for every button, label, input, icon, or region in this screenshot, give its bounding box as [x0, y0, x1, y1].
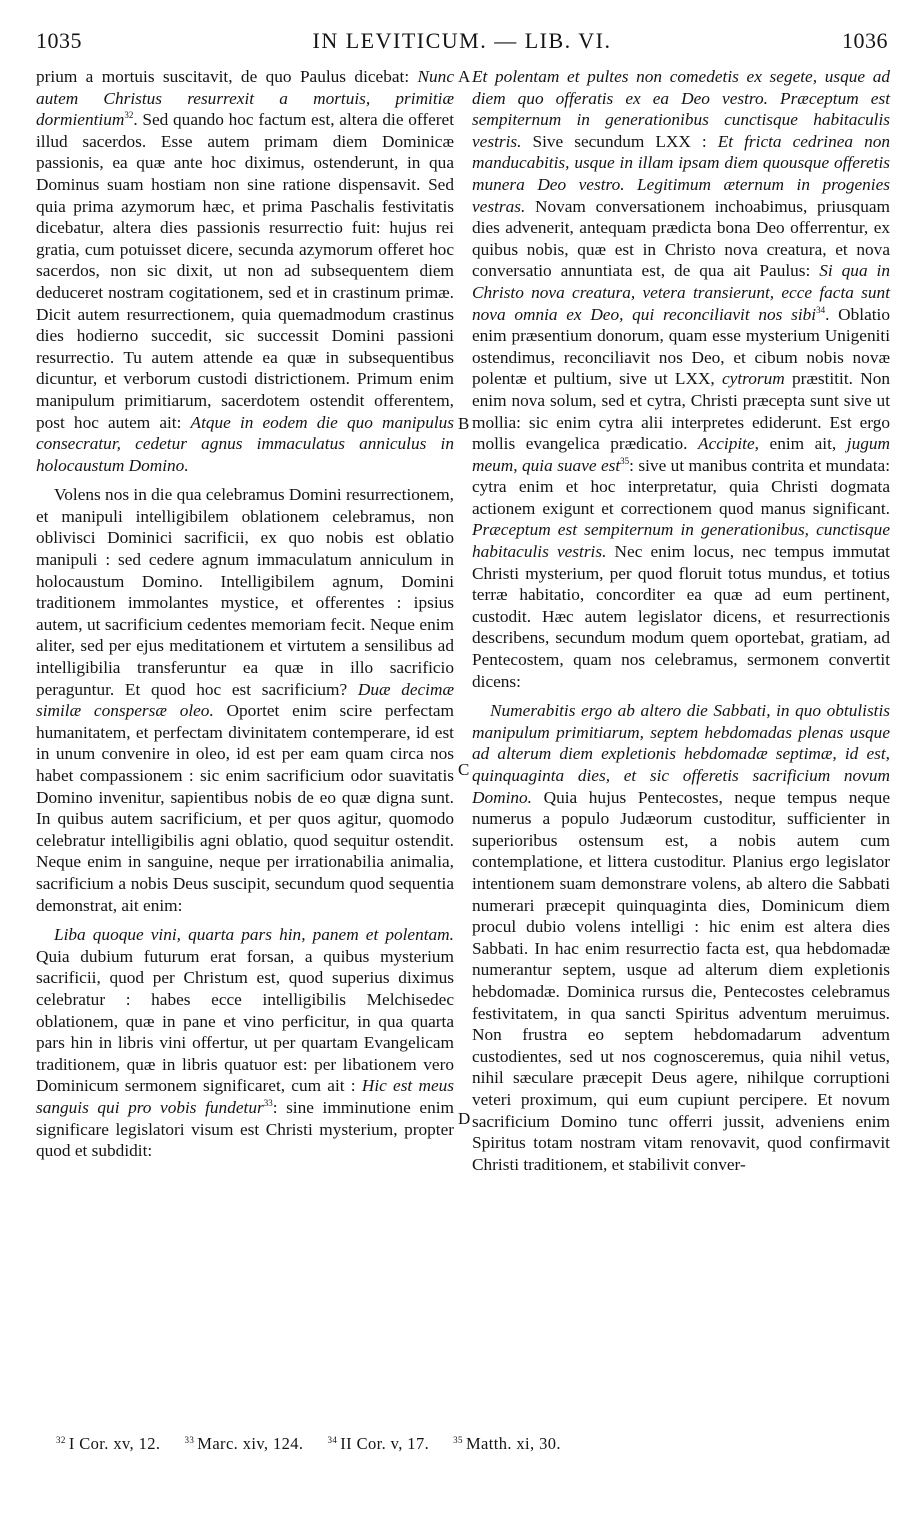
body-text: enim ait,: [758, 434, 847, 454]
body-text: : sive ut manibus contrita et mundata: cytra enim et hoc interpretatur, quia Christi dogmata actionem exigunt et correctionem quod manus significant.: [472, 455, 890, 518]
italic-quotation: Præceptum est sempiternum in generationibus, cunctisque habitaculis vestris.: [472, 520, 890, 562]
paragraph: [472, 66, 890, 692]
footnote-reference: 33: [263, 1098, 273, 1109]
right-page-number: 1036: [842, 28, 888, 53]
footnote-number: 35: [453, 1434, 463, 1445]
paragraph: [472, 700, 890, 1175]
body-text: Novam conversationem inchoabimus, priusquam dies advenerit, antequam prædicta bona Deo offerrentur, ex quibus nobis, quæ est in Christo nova creatura, et nova conversatio annuntiata est, de qua ait Paulus:: [472, 196, 890, 281]
italic-quotation: Duæ decimæ similæ conspersæ oleo.: [36, 679, 454, 721]
paragraph: [36, 484, 454, 916]
footnote-number: 34: [327, 1434, 338, 1445]
footnotes: [56, 1434, 876, 1454]
body-text: Sive secundum LXX :: [521, 131, 718, 151]
left-text-column: [36, 66, 454, 1162]
italic-quotation: Numerabitis ergo ab altero die Sabbati, in quo obtulistis manipulum primitiarum, septem hebdomadas plenas usque ad alterum diem expletionis hebdomadæ septimæ, id est, quinquaginta dies, et sic offeretis sacrificium novum Domino.: [472, 701, 890, 807]
italic-quotation: Si qua in Christo nova creatura, vetera transierunt, ecce facta sunt nova omnia ex Deo, qui reconciliavit nos sibi: [472, 261, 890, 324]
footnote-text: I Cor. xv, 12.: [68, 1434, 161, 1453]
footnote-text: Matth. xi, 30.: [465, 1434, 561, 1453]
footnote-text: II Cor. v, 17.: [340, 1434, 430, 1453]
italic-quotation: Et polentam et pultes non comedetis ex segete, usque ad diem quo offeratis ex ea Deo vestro. Præceptum est sempiternum in generationibus cunctisque habitaculis vestris.: [472, 67, 890, 151]
section-marker-b: B: [458, 414, 470, 433]
italic-quotation: Et fricta cedrinea non manducabitis, usque in illam ipsam diem quousque offeretis munera Deo vestro. Legitimum æternum in progenies vestras.: [472, 131, 891, 216]
body-text: Quia hujus Pentecostes, neque tempus neque numerus a populo Judæorum custoditur, sufficienter in superioribus ostensum est, a nobis autem cum contemplatione, et littera custoditur. Planius ergo legislator intentionem suam demonstrare volens, ab altero die Sabbati numerari præcepit quinquaginta dies, Dominicum diem procul dubio volens intelligi : hic enim est altera dies Sabbati. In hac enim resurrectio facta est, qua hebdomadæ numerantur septem, usque ad alterum diem expletionis hebdomadæ. Dominica rursus die, Pentecostes celebramus festivitatem, in qua sancti Spiritus adventum meruimus. Non frustra eo septem hebdomadarum adventum custodientes, sed ut nos cognosceremus, quia nihil vetus, nihil sæculare præcepit Deus agere, nihilque corruptioni veteri proximum, qui eum cupiunt percipere. Et novum sacrificium Domino tunc offerri jussit, adveniens enim Spiritus totam nostram vitam renovavit, quod confirmavit Christi traditionem, et stabilivit conver-: [472, 787, 890, 1174]
section-marker-d: D: [458, 1109, 471, 1128]
running-header: [36, 28, 888, 62]
footnote: [327, 1434, 429, 1453]
footnote-number: 32: [56, 1434, 66, 1445]
italic-quotation: Nunc autem Christus resurrexit a mortuis, primitiæ dormientium: [36, 67, 454, 130]
body-text: prium a mortuis suscitavit, de quo Paulus dicebat:: [36, 67, 418, 86]
body-text: Volens nos in die qua celebramus Domini resurrectionem, et manipuli intelligibilem oblationem celebramus, non oblivisci Dominici sacrificii, ex quo nobis est oblatio manipuli : sed cedere agnum immaculatum anniculum in holocaustum Domino. Intelligibilem agnum, Domini traditionem immolantes mystice, et offerentes : ipsius autem, ut sacrificium cedentes memoriam fecit. Neque enim aliter, sed per ejus meditationem et virtutem a sensilibus ad intelligibilia transferuntur ea quæ in illo sacrificio peraguntur. Et quod hoc est sacrificium?: [36, 485, 454, 699]
body-text: Nec enim locus, nec tempus immutat Christi mysterium, per quod floruit totus mundus, et totius terræ habitatio, concorditer ea quæ ad eum pertinent, custodit. Hæc autem legislator dicens, et resurrectionis describens, secundum modum quem oportebat, gratiam, ad Pentecostem, quam nos celebramus, sermonem convertit dicens:: [472, 542, 890, 691]
left-page-number: 1035: [36, 28, 82, 53]
body-text: Oportet enim scire perfectam humanitatem, et perfectam divinitatem contemperare, id est in unum convenire in oleo, id est per eam quam circa nos habet compassionem : sic enim sacrificium odor suavitatis Domino invenitur, sapientibus nobis de eo quæ digna sunt. In quibus autem sacrificium, et per quos agitur, quomodo celebratur intelligibilis agni oblatio, quod sequitur ostendit. Neque enim in sanguine, neque per irrationabilia animalia, sacrificium a nobis Deus suscipit, secundum quod sequentia demonstrat, ait enim:: [36, 701, 454, 915]
footnote: [56, 1434, 160, 1453]
italic-quotation: Hic est meus sanguis qui pro vobis fundetur: [36, 1076, 454, 1117]
body-text: Quia dubium futurum erat forsan, a quibus mysterium sacrificii, quod per Christum est, quod superius diximus celebratur : habes ecce intelligibilis Melchisedec oblationem, quæ in pane et vino perficitur, in qua quarta pars hin in libris vini offertur, ut per quartam Evangelicam traditionem, quæ in libris quatuor est: per libationem vero Dominicum sermonem significaret, cum ait :: [36, 946, 454, 1096]
body-text: . Oblatio enim præsentium donorum, quam esse mysterium Unigeniti ostendimus, reconciliavit nos Deo, et cibum nobis novæ polentæ et pultium, sive ut LXX,: [472, 304, 890, 389]
section-marker-c: C: [458, 760, 470, 779]
body-text: . Sed quando hoc factum est, altera die offeret illud sacerdos. Esse autem primam diem Dominicæ passionis, ea quæ ante hoc diximus, ostenderunt, in qua Dominus suam hostiam non sine ratione dispensavit. Sed quia prima azymorum hæc, et prima Paschalis festivitatis dicebatur, altera dies passionis resurrectio fuit: hujus rei gratia, cum potuisset dicere, secunda azymorum offeret hoc sacerdos, non sic dixit, ut non ad subsequentem diem deduceret nostram cogitationem, sed et in crastinum primæ. Dicit autem resurrectionem, quia quemadmodum crastinus dies hodierno succedit, sic successit Domini passioni resurrectio. Tu autem attende ea quæ in subsequentibus dicuntur, et verborum custodi districtionem. Primum enim manipulum primitiarum, sacerdotem ostendit offerentem, post hoc autem ait:: [36, 110, 454, 432]
footnote-reference: 32: [124, 110, 134, 121]
italic-quotation: Accipite,: [698, 434, 759, 454]
paragraph: [36, 924, 454, 1162]
footnote-reference: 35: [620, 455, 630, 466]
section-marker-a: A: [458, 67, 471, 86]
italic-quotation: Liba quoque vini, quarta pars hin, panem et polentam.: [54, 925, 454, 945]
italic-quotation: jugum meum, quia suave est: [472, 434, 890, 475]
paragraph: [36, 66, 454, 476]
footnote: [453, 1434, 561, 1453]
italic-quotation: cytrorum: [722, 369, 785, 389]
body-text: præstitit. Non enim nova solum, sed et cytra, Christi præcepta sunt sive ut mollia: sic enim cytra alii interpretes ediderunt. Est ergo mollis evangelica prædicatio.: [472, 369, 890, 454]
body-text: : sine imminutione enim significare legislatori visum est Christi mysterium, propter quod et subdidit:: [36, 1097, 454, 1161]
footnote-text: Marc. xiv, 124.: [197, 1434, 304, 1453]
right-text-column: [472, 66, 890, 1175]
footnote-number: 33: [184, 1434, 195, 1445]
footnote-reference: 34: [816, 304, 826, 315]
footnote: [184, 1434, 303, 1453]
running-title: IN LEVITICUM. — LIB. VI.: [312, 28, 612, 53]
italic-quotation: Atque in eodem die quo manipulus consecratur, cedetur agnus immaculatus anniculus in holocaustum Domino.: [36, 412, 455, 475]
